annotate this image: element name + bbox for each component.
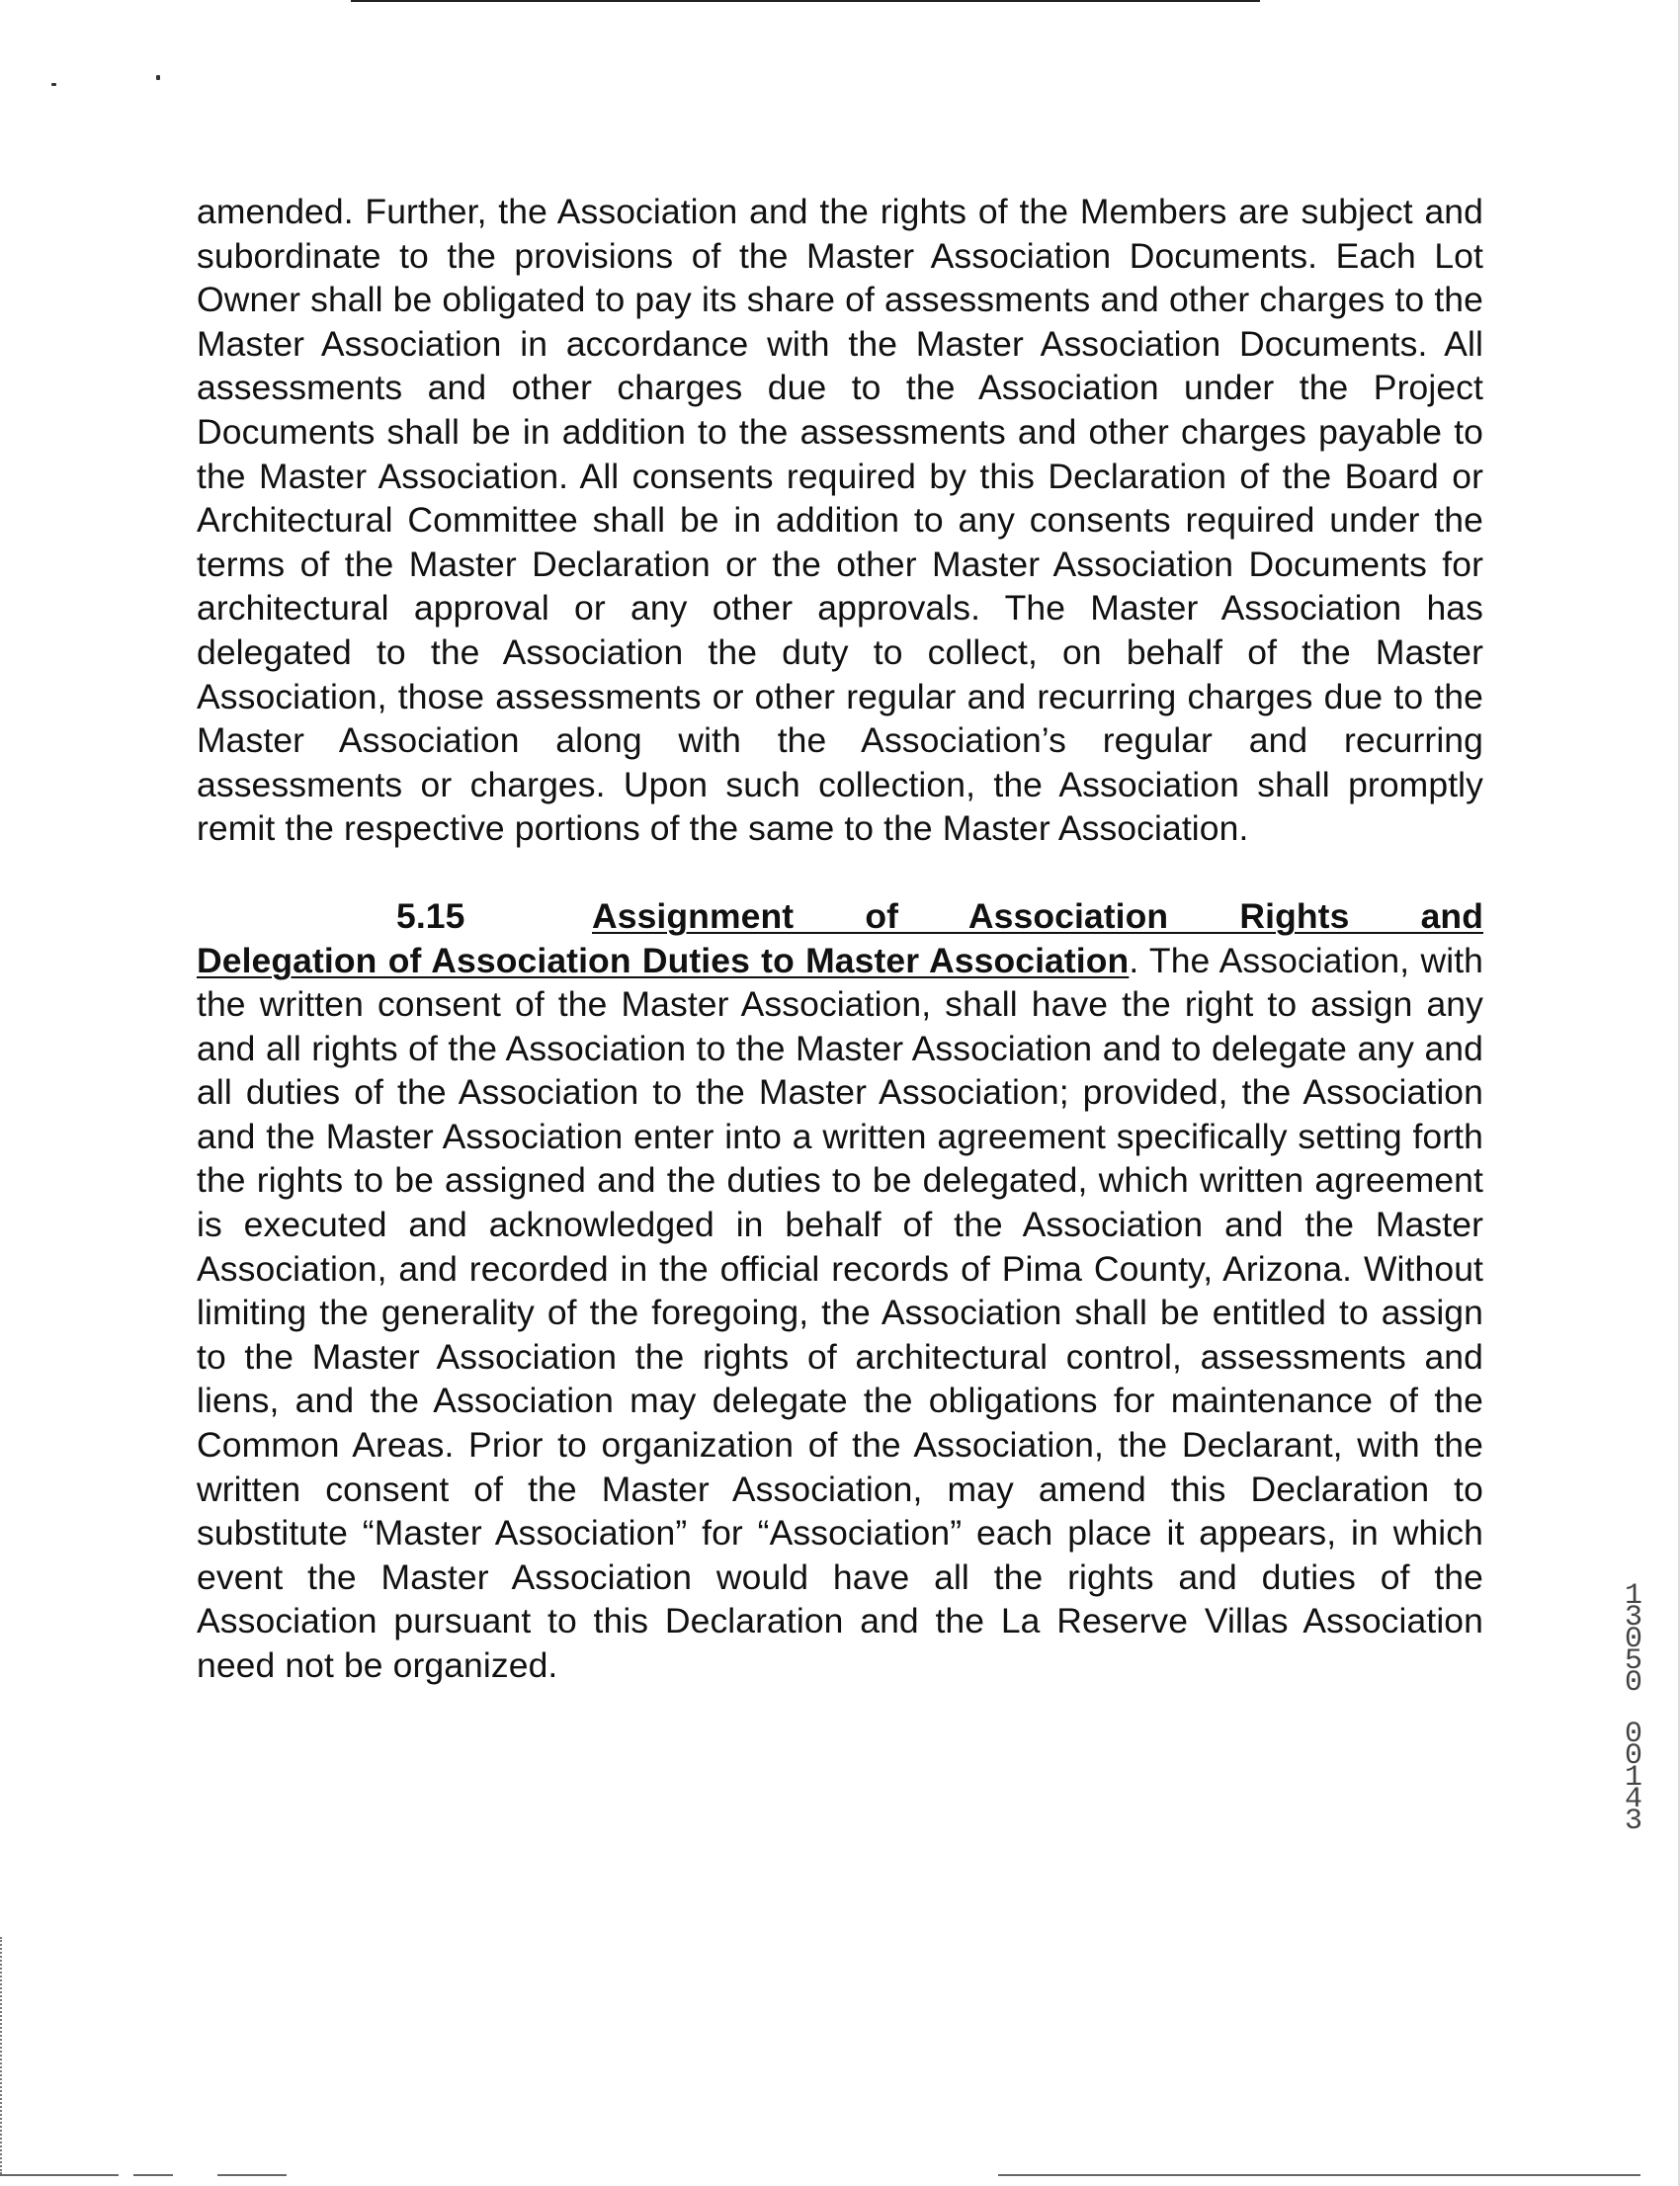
scan-edge [0, 2174, 119, 2176]
paragraph: amended. Further, the Association and the rights of the Members are subject and subordinate to the provisions of the Master Association Documents. Each Lot Owner shall be obligated to pay its share of assessments and other charges to the Master Association in accordance with the Master Association Documents. All assessments and other charges due to the Association under the Project Documents shall be in addition to the assessments and other charges payable to the Master Association. All consents required by this Declaration of the Board or Architectural Committee shall be in addition to any consents required under the terms of the Master Declaration or the other Master Association Documents for architectural approval or any other approvals. The Master Association has delegated to the Association the duty to collect, on behalf of the Master Association, those assessments or other regular and recurring charges due to the Master Association along with the Association’s regular and recurring assessments or charges. Upon such collection, the Association shall promptly remit the respective portions of the same to the Master Association. [197, 192, 1483, 849]
page-edge [0, 1937, 4, 2174]
section-title-period: . [1129, 940, 1139, 980]
scan-edge [998, 2174, 1640, 2176]
recording-number-part: 13050 [1624, 1579, 1642, 1700]
recording-number [1617, 1579, 1650, 1838]
section-paragraph [197, 894, 1483, 1688]
scan-edge [133, 2174, 173, 2176]
scan-edge [217, 2174, 287, 2176]
scan-mark [156, 75, 160, 80]
section-number: 5.15 [396, 895, 465, 936]
recording-number-part: 00143 [1624, 1718, 1642, 1838]
section-title-continued: Delegation of Association Duties to Master Association [197, 940, 1130, 980]
section-body: The Association, with the written consent of the Master Association, shall have the right to assign any and all rights of the Association to the Master Association and to delegate any and all duties of the Association to the Master Association; provided, the Association and the Master Association enter into a written agreement specifically setting forth the rights to be assigned and the duties to be delegated, which written agreement is executed and acknowledged in behalf of the Association and the Master Association, and recorded in the official records of Pima County, Arizona. Without limiting the generality of the foregoing, the Association shall be entitled to assign to the Master Association the rights of architectural control, assessments and liens, and the Association may delegate the obligations for maintenance of the Common Areas. Prior to organization of the Association, the Declarant, with the written consent of the Master Association, may amend this Declaration to substitute “Master Association” for “Association” each place it appears, in which event the Master Association would have all the rights and duties of the Association pursuant to this Declaration and the La Reserve Villas Association need not be organized. [197, 940, 1483, 1685]
top-rule [351, 0, 1260, 2]
section-title: Assignment of Association Rights and [592, 895, 1483, 936]
scan-mark [51, 83, 56, 86]
document-body [197, 190, 1483, 1688]
